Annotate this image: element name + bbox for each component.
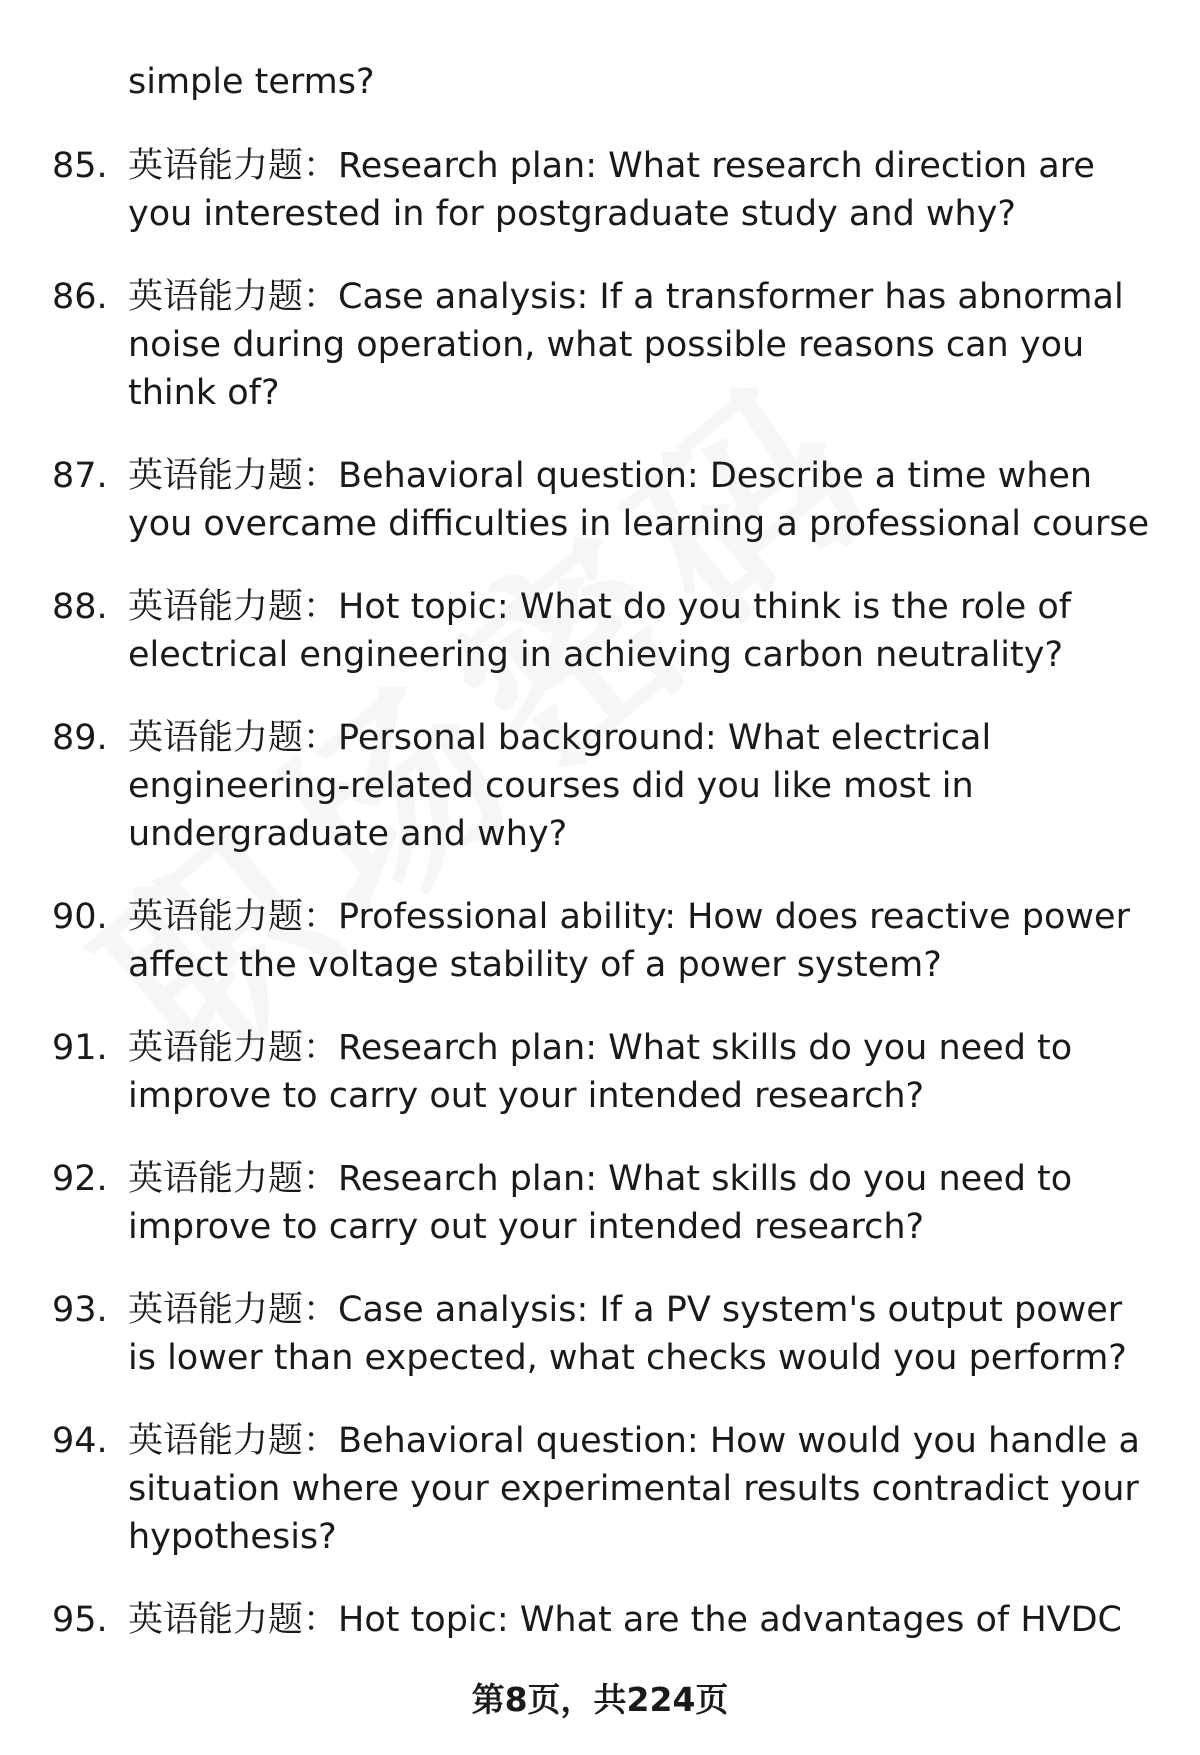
question-text: 英语能力题：Professional ability: How does reactive power affect the voltage stability of a power system? bbox=[128, 897, 1130, 985]
question-list bbox=[0, 142, 1200, 1679]
question-text: 英语能力题：Personal background: What electrical engineering-related courses did you like most in undergraduate and why? bbox=[128, 718, 992, 854]
question-item bbox=[0, 1417, 1200, 1561]
question-item bbox=[0, 452, 1200, 548]
question-text: 英语能力题：Research plan: What skills do you need to improve to carry out your intended research? bbox=[128, 1159, 1073, 1247]
question-item bbox=[0, 1024, 1200, 1120]
question-text: 英语能力题：Behavioral question: Describe a time when you overcame difficulties in learning a professional course bbox=[128, 456, 1150, 544]
question-item bbox=[0, 273, 1200, 417]
question-item bbox=[0, 583, 1200, 679]
question-item bbox=[0, 1155, 1200, 1251]
question-item bbox=[0, 1596, 1200, 1644]
question-item bbox=[0, 1286, 1200, 1382]
question-item bbox=[0, 714, 1200, 858]
question-number: 85. bbox=[52, 146, 108, 186]
question-item bbox=[0, 893, 1200, 989]
question-number: 94. bbox=[52, 1421, 108, 1461]
question-text: 英语能力题：Hot topic: What do you think is the role of electrical engineering in achieving carbon neutrality? bbox=[128, 587, 1072, 675]
question-text: 英语能力题：Research plan: What skills do you need to improve to carry out your intended research? bbox=[128, 1028, 1073, 1116]
page-footer: 第8页，共224页 bbox=[471, 1680, 729, 1719]
question-number: 92. bbox=[52, 1159, 108, 1199]
question-text: 英语能力题：Behavioral question: How would you handle a situation where your experimental results contradict your hypothesis? bbox=[128, 1421, 1140, 1557]
question-item bbox=[0, 142, 1200, 238]
question-text: 英语能力题：Case analysis: If a PV system's output power is lower than expected, what checks would you perform? bbox=[128, 1290, 1127, 1378]
question-number: 90. bbox=[52, 897, 108, 937]
question-number: 95. bbox=[52, 1600, 108, 1640]
question-number: 87. bbox=[52, 456, 108, 496]
question-number: 88. bbox=[52, 587, 108, 627]
question-number: 86. bbox=[52, 277, 108, 317]
question-text: 英语能力题：Research plan: What research direction are you interested in for postgraduate study and why? bbox=[128, 146, 1095, 234]
question-number: 89. bbox=[52, 718, 108, 758]
question-text: 英语能力题：Hot topic: What are the advantages of HVDC bbox=[128, 1600, 1122, 1640]
question-number: 91. bbox=[52, 1028, 108, 1068]
question-number: 93. bbox=[52, 1290, 108, 1330]
question-text: 英语能力题：Case analysis: If a transformer has abnormal noise during operation, what possible reasons can you think of? bbox=[128, 277, 1124, 413]
continuation-text: simple terms? bbox=[128, 62, 375, 102]
